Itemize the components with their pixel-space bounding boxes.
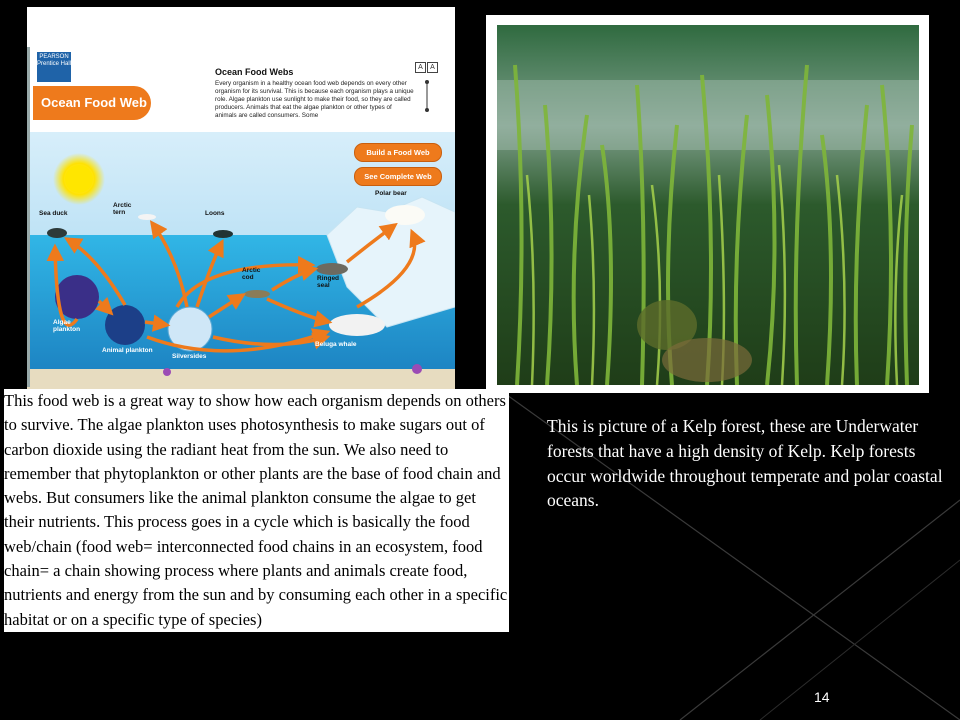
- publisher-imprint: Prentice Hall: [37, 61, 72, 67]
- info-title: Ocean Food Webs: [215, 67, 294, 77]
- font-size-small-button[interactable]: A: [415, 62, 426, 73]
- build-food-web-button[interactable]: Build a Food Web: [354, 143, 442, 162]
- label-arctic-cod: Arctic cod: [242, 267, 261, 281]
- publisher-logo: [37, 52, 71, 82]
- see-complete-web-button[interactable]: See Complete Web: [354, 167, 442, 186]
- food-web-diagram: [27, 7, 455, 390]
- label-beluga-whale: Beluga whale: [315, 341, 357, 348]
- diagram-banner: Ocean Food Web: [33, 86, 151, 120]
- info-body: Every organism in a healthy ocean food web depends on every other organism for its survival. This is because each organism plays a unique role. Algae plankton use sunlight to make their food, so they are called producers. Animals that eat the algae plankton or other types of animals are called consumers. Some: [215, 80, 414, 119]
- kelp-photo-frame: [486, 15, 929, 393]
- page-number: 14: [814, 689, 830, 705]
- font-size-large-button[interactable]: A: [427, 62, 438, 73]
- label-loons: Loons: [205, 210, 225, 217]
- food-web-diagram-panel: [27, 7, 455, 390]
- kelp-forest-caption: This is picture of a Kelp forest, these are Underwater forests that have a high density of Kelp. Kelp forests occur worldwide throughout temperate and polar coastal oceans.: [547, 416, 943, 511]
- food-web-caption: This food web is a great way to show how each organism depends on others to survive. The algae plankton uses photosynthesis to make sugars out of carbon dioxide using the radiant heat from the sun. We also need to remember that phytoplankton or other plants are the base of food chain and webs. But consumers like the animal plankton consume the algae to get their nutrients. This process goes in a cycle which is basically the food web/chain (food web= interconnected food chains in an ecosystem, food chain= a chain showing process where plants and animals create food, nutrients and energy from the sun and by consuming each other in a specific habitat or on a specific type of species): [4, 389, 509, 632]
- label-silversides: Silversides: [172, 353, 207, 360]
- publisher-name: PEARSON: [39, 54, 69, 60]
- kelp-forest-photo: [497, 25, 919, 385]
- label-ringed-seal: Ringed seal: [317, 275, 340, 289]
- label-algae-plankton: Algae plankton: [53, 319, 81, 333]
- label-polar-bear: Polar bear: [375, 190, 407, 197]
- label-sea-duck: Sea duck: [39, 210, 68, 217]
- label-animal-plankton: Animal plankton: [102, 347, 153, 354]
- label-arctic-tern: Arctic tern: [113, 202, 132, 216]
